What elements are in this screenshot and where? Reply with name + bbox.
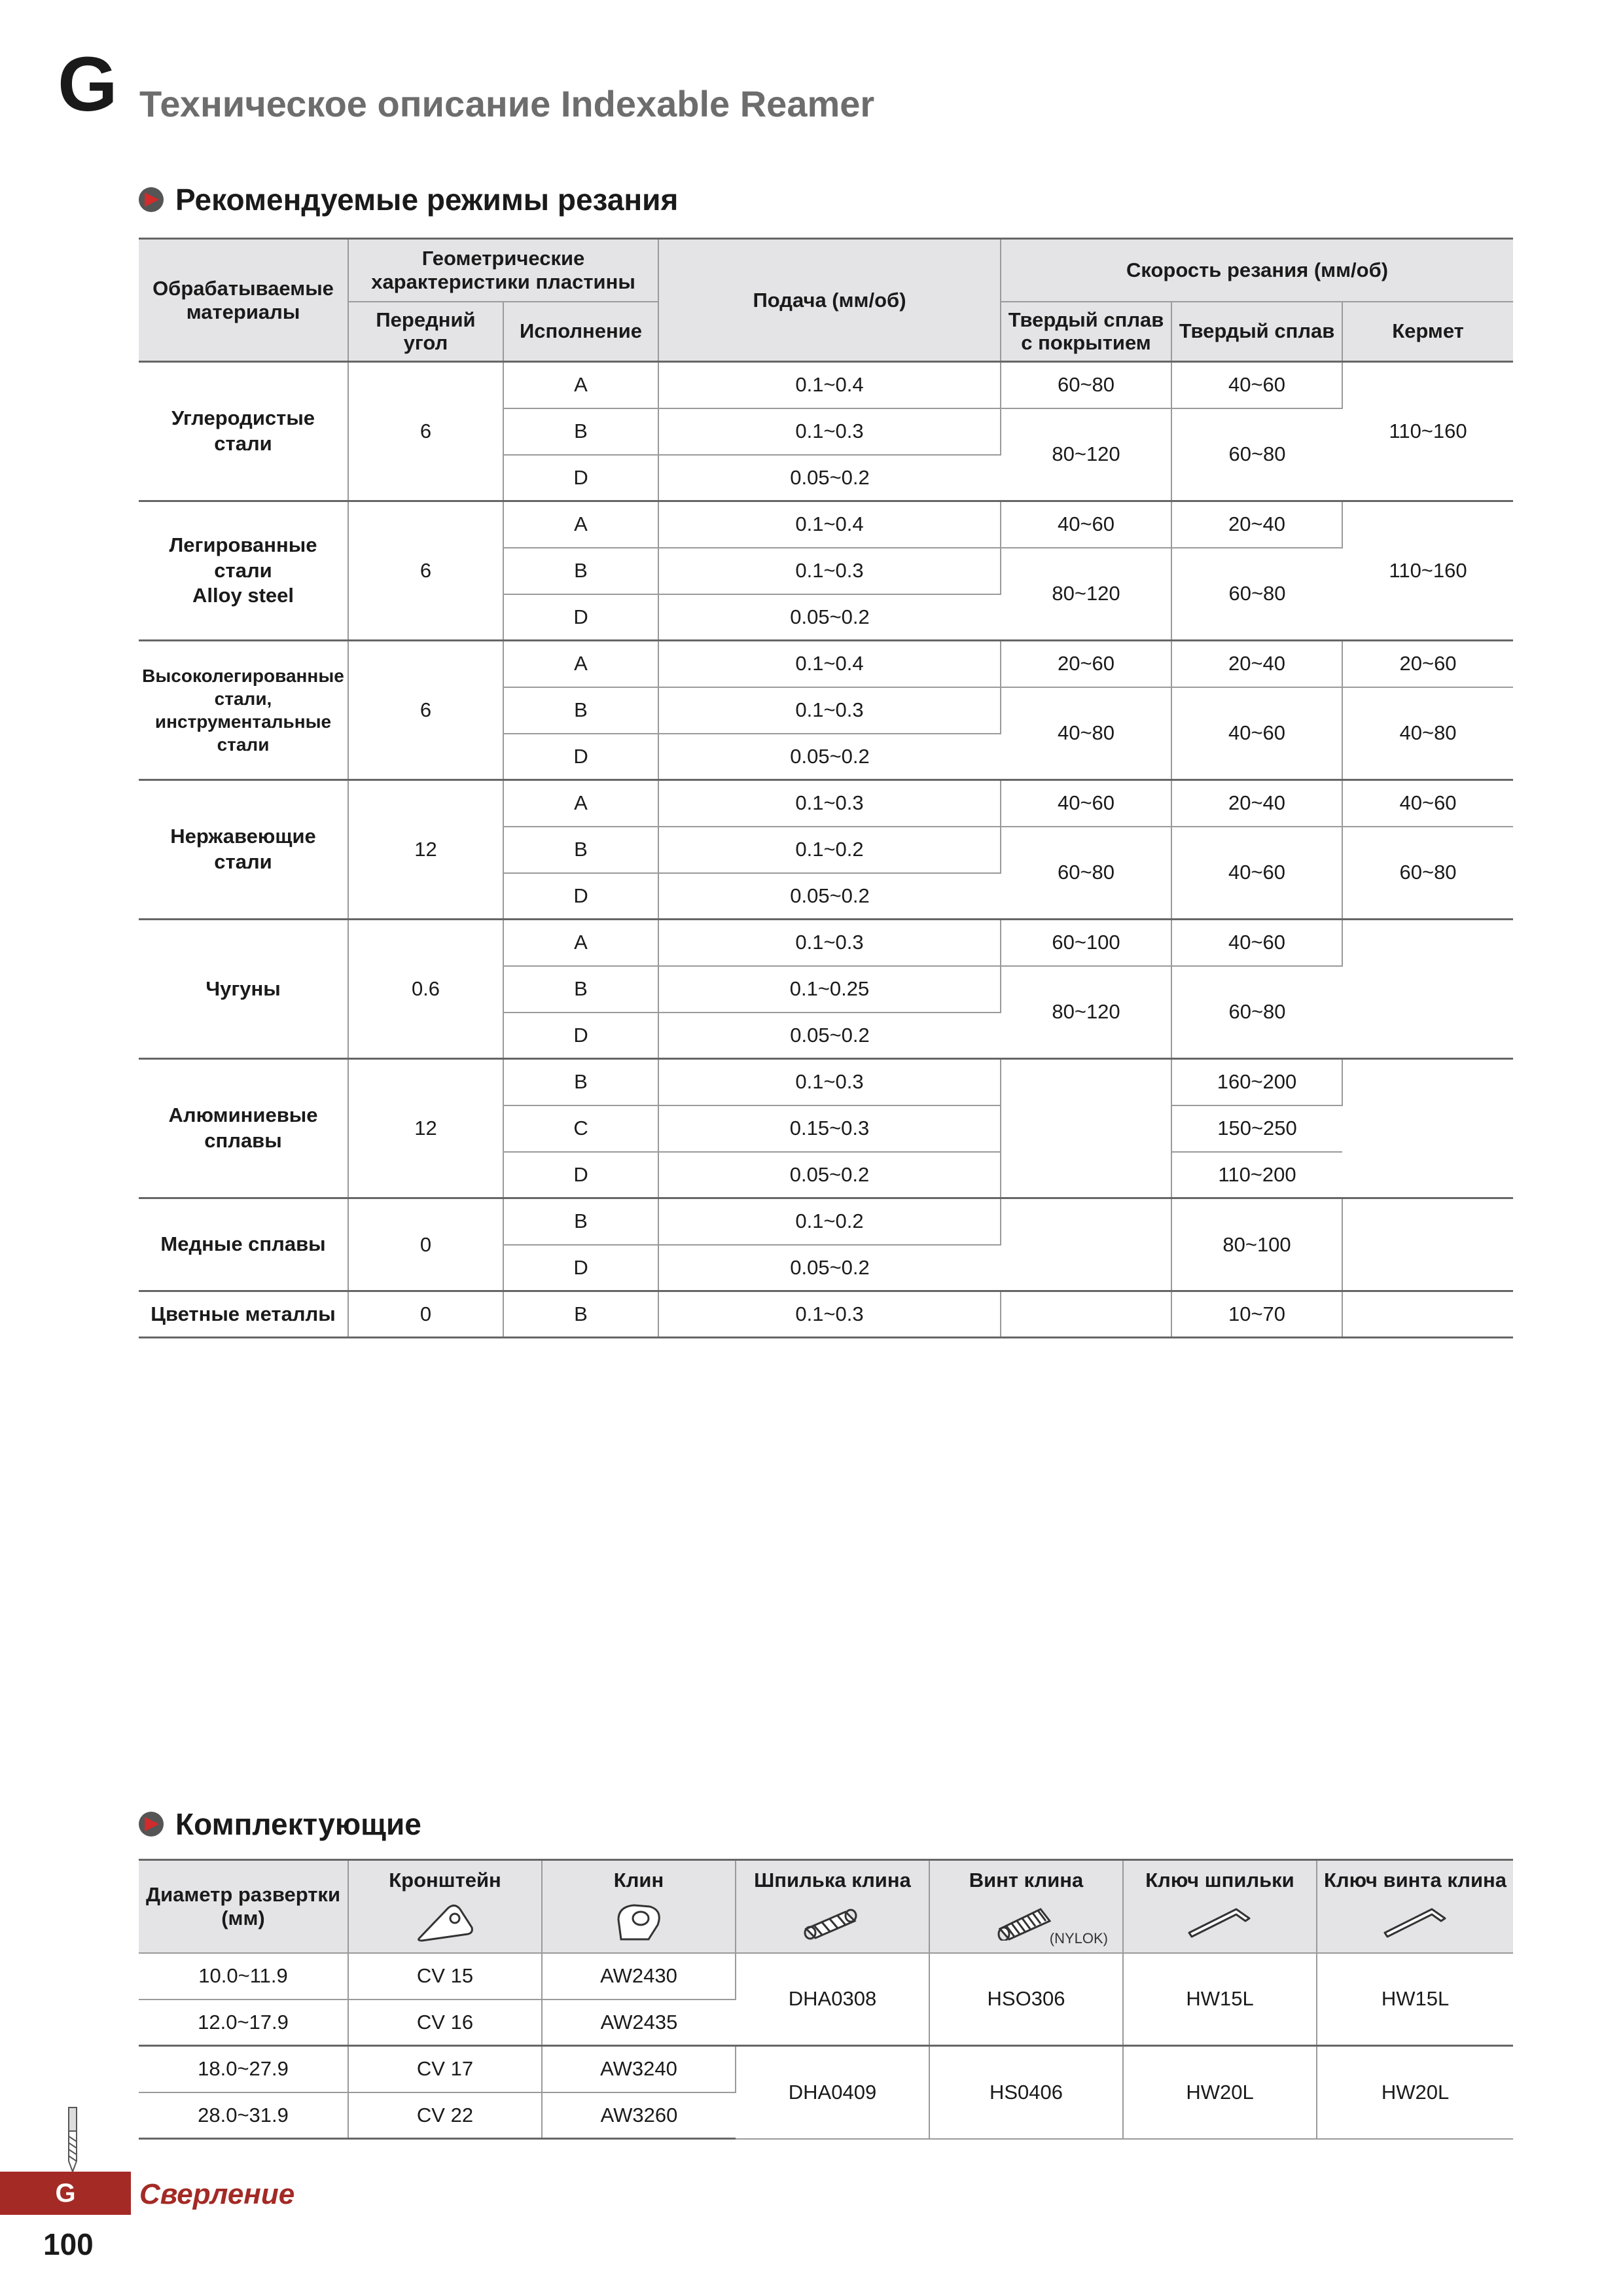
version-cell: B	[503, 1198, 658, 1245]
version-cell: A	[503, 920, 658, 966]
version-cell: D	[503, 734, 658, 780]
coated-cell	[1001, 1198, 1171, 1291]
section-bullet-icon	[139, 1812, 164, 1837]
parts-section-title-text: Комплектующие	[175, 1807, 421, 1841]
header-carbide: Твердый сплав	[1171, 302, 1342, 362]
rake-cell: 0.6	[348, 920, 503, 1059]
rake-cell: 12	[348, 1059, 503, 1198]
diameter-cell: 28.0~31.9	[139, 2092, 348, 2139]
version-cell: B	[503, 1059, 658, 1105]
version-cell: B	[503, 408, 658, 455]
stud-icon	[800, 1901, 865, 1941]
screw-key-cell: HW20L	[1317, 2046, 1513, 2139]
table-row	[139, 641, 1513, 687]
version-cell: B	[503, 548, 658, 594]
bracket-cell: CV 22	[348, 2092, 542, 2139]
version-cell: D	[503, 1245, 658, 1291]
feed-cell: 0.1~0.2	[658, 1198, 1001, 1245]
feed-cell: 0.1~0.3	[658, 920, 1001, 966]
wedge-screw-cell: HSO306	[929, 1953, 1123, 2046]
version-cell: D	[503, 1152, 658, 1198]
cermet-cell	[1342, 1198, 1513, 1291]
cutting-section-title-text: Рекомендуемые режимы резания	[175, 183, 679, 217]
coated-cell: 40~60	[1001, 501, 1171, 548]
material-cell: Нержавеющие стали	[139, 780, 348, 920]
coated-cell: 40~80	[1001, 687, 1171, 780]
header-geometry: Геометрические характеристики пластины	[348, 239, 658, 302]
rake-cell: 0	[348, 1291, 503, 1338]
header-rake: Передний угол	[348, 302, 503, 362]
feed-cell: 0.1~0.4	[658, 362, 1001, 408]
hex-key-icon	[1380, 1901, 1452, 1941]
rake-cell: 6	[348, 501, 503, 641]
footer-section-name: Сверление	[139, 2178, 295, 2210]
wedge-stud-cell: DHA0308	[736, 1953, 929, 2046]
feed-cell: 0.1~0.3	[658, 1291, 1001, 1338]
parts-table	[139, 1859, 1513, 2140]
table-row	[139, 1059, 1513, 1105]
carbide-cell: 40~60	[1171, 362, 1342, 408]
header-cermet: Кермет	[1342, 302, 1513, 362]
version-cell: C	[503, 1105, 658, 1152]
cutting-section-title	[139, 182, 678, 217]
wedge-stud-cell: DHA0409	[736, 2046, 929, 2139]
carbide-cell: 40~60	[1171, 687, 1342, 780]
version-cell: A	[503, 362, 658, 408]
material-cell: Цветные металлы	[139, 1291, 348, 1338]
wedge-cell: AW2435	[542, 2000, 736, 2046]
feed-cell: 0.05~0.2	[658, 873, 1001, 920]
wedge-cell: AW3240	[542, 2046, 736, 2092]
cermet-cell	[1342, 920, 1513, 1059]
header-feed: Подача (мм/об)	[658, 239, 1001, 362]
cermet-cell: 40~60	[1342, 780, 1513, 827]
rake-cell: 12	[348, 780, 503, 920]
header-wedge-stud: Шпилька клина	[736, 1860, 929, 1953]
version-cell: D	[503, 455, 658, 501]
feed-cell: 0.1~0.3	[658, 780, 1001, 827]
material-cell: Высоколегированные стали, инструментальные стали	[139, 641, 348, 780]
header-screw-key: Ключ винта клина	[1317, 1860, 1513, 1953]
header-stud-key: Ключ шпильки	[1123, 1860, 1317, 1953]
cermet-cell	[1342, 1291, 1513, 1338]
version-cell: A	[503, 780, 658, 827]
feed-cell: 0.05~0.2	[658, 455, 1001, 501]
coated-cell	[1001, 1291, 1171, 1338]
carbide-cell: 60~80	[1171, 966, 1342, 1059]
diameter-cell: 10.0~11.9	[139, 1953, 348, 2000]
feed-cell: 0.05~0.2	[658, 594, 1001, 641]
header-coated: Твердый сплав с покрытием	[1001, 302, 1171, 362]
hex-key-icon	[1184, 1901, 1256, 1941]
header-wedge-screw: Винт клина (NYLOK)	[929, 1860, 1123, 1953]
feed-cell: 0.1~0.2	[658, 827, 1001, 873]
carbide-cell: 110~200	[1171, 1152, 1342, 1198]
carbide-cell: 60~80	[1171, 408, 1342, 501]
feed-cell: 0.1~0.3	[658, 687, 1001, 734]
feed-cell: 0.1~0.3	[658, 548, 1001, 594]
material-cell: Алюминиевые сплавы	[139, 1059, 348, 1198]
carbide-cell: 60~80	[1171, 548, 1342, 641]
page-number: 100	[43, 2227, 94, 2261]
rake-cell: 6	[348, 362, 503, 501]
feed-cell: 0.1~0.3	[658, 408, 1001, 455]
feed-cell: 0.05~0.2	[658, 1245, 1001, 1291]
parts-section-title	[139, 1806, 421, 1842]
drill-icon	[64, 2106, 81, 2173]
material-cell: Медные сплавы	[139, 1198, 348, 1291]
carbide-cell: 10~70	[1171, 1291, 1342, 1338]
carbide-cell: 150~250	[1171, 1105, 1342, 1152]
feed-cell: 0.05~0.2	[658, 734, 1001, 780]
rake-cell: 0	[348, 1198, 503, 1291]
carbide-cell: 160~200	[1171, 1059, 1342, 1105]
version-cell: D	[503, 594, 658, 641]
table-row	[139, 920, 1513, 966]
table-row	[139, 1198, 1513, 1245]
carbide-cell: 80~100	[1171, 1198, 1342, 1291]
chapter-letter: G	[58, 41, 118, 128]
carbide-cell: 40~60	[1171, 827, 1342, 920]
feed-cell: 0.05~0.2	[658, 1013, 1001, 1059]
coated-cell: 60~80	[1001, 362, 1171, 408]
wedge-cell: AW2430	[542, 1953, 736, 2000]
feed-cell: 0.1~0.3	[658, 1059, 1001, 1105]
stud-key-cell: HW15L	[1123, 1953, 1317, 2046]
material-cell: Чугуны	[139, 920, 348, 1059]
table-row	[139, 2046, 1513, 2092]
carbide-cell: 40~60	[1171, 920, 1342, 966]
bracket-cell: CV 16	[348, 2000, 542, 2046]
header-bracket: Кронштейн	[348, 1860, 542, 1953]
stud-key-cell: HW20L	[1123, 2046, 1317, 2139]
coated-cell	[1001, 1059, 1171, 1198]
nylok-note: (NYLOK)	[1049, 1930, 1108, 1947]
cutting-modes-table	[139, 238, 1513, 1338]
cermet-cell	[1342, 1059, 1513, 1198]
feed-cell: 0.1~0.4	[658, 501, 1001, 548]
version-cell: D	[503, 1013, 658, 1059]
cermet-cell: 60~80	[1342, 827, 1513, 920]
feed-cell: 0.1~0.4	[658, 641, 1001, 687]
wedge-cell: AW3260	[542, 2092, 736, 2139]
version-cell: B	[503, 827, 658, 873]
screw-key-cell: HW15L	[1317, 1953, 1513, 2046]
bracket-cell: CV 15	[348, 1953, 542, 2000]
coated-cell: 60~80	[1001, 827, 1171, 920]
header-speed: Скорость резания (мм/об)	[1001, 239, 1513, 302]
wedge-icon	[609, 1901, 668, 1945]
diameter-cell: 12.0~17.9	[139, 2000, 348, 2046]
cermet-cell: 110~160	[1342, 362, 1513, 501]
material-cell: Легированные стали Alloy steel	[139, 501, 348, 641]
header-wedge: Клин	[542, 1860, 736, 1953]
carbide-cell: 20~40	[1171, 501, 1342, 548]
coated-cell: 20~60	[1001, 641, 1171, 687]
bracket-icon	[416, 1901, 474, 1945]
version-cell: B	[503, 966, 658, 1013]
feed-cell: 0.1~0.25	[658, 966, 1001, 1013]
diameter-cell: 18.0~27.9	[139, 2046, 348, 2092]
table-row	[139, 501, 1513, 548]
carbide-cell: 20~40	[1171, 780, 1342, 827]
cermet-cell: 40~80	[1342, 687, 1513, 780]
coated-cell: 80~120	[1001, 966, 1171, 1059]
section-bullet-icon	[139, 187, 164, 212]
coated-cell: 40~60	[1001, 780, 1171, 827]
table-row	[139, 780, 1513, 827]
carbide-cell: 20~40	[1171, 641, 1342, 687]
material-cell: Углеродистые стали	[139, 362, 348, 501]
table-row	[139, 1953, 1513, 2000]
bracket-cell: CV 17	[348, 2046, 542, 2092]
rake-cell: 6	[348, 641, 503, 780]
version-cell: A	[503, 501, 658, 548]
footer-chapter-letter: G	[55, 2179, 76, 2208]
feed-cell: 0.15~0.3	[658, 1105, 1001, 1152]
cermet-cell: 110~160	[1342, 501, 1513, 641]
page-title: Техническое описание Indexable Reamer	[139, 83, 875, 124]
header-version: Исполнение	[503, 302, 658, 362]
coated-cell: 60~100	[1001, 920, 1171, 966]
header-material: Обрабатываемые материалы	[139, 239, 348, 362]
wedge-screw-cell: HS0406	[929, 2046, 1123, 2139]
table-row	[139, 1291, 1513, 1338]
table-row	[139, 362, 1513, 408]
version-cell: B	[503, 1291, 658, 1338]
feed-cell: 0.05~0.2	[658, 1152, 1001, 1198]
version-cell: B	[503, 687, 658, 734]
cermet-cell: 20~60	[1342, 641, 1513, 687]
coated-cell: 80~120	[1001, 548, 1171, 641]
version-cell: D	[503, 873, 658, 920]
header-diameter: Диаметр развертки (мм)	[139, 1860, 348, 1953]
coated-cell: 80~120	[1001, 408, 1171, 501]
version-cell: A	[503, 641, 658, 687]
